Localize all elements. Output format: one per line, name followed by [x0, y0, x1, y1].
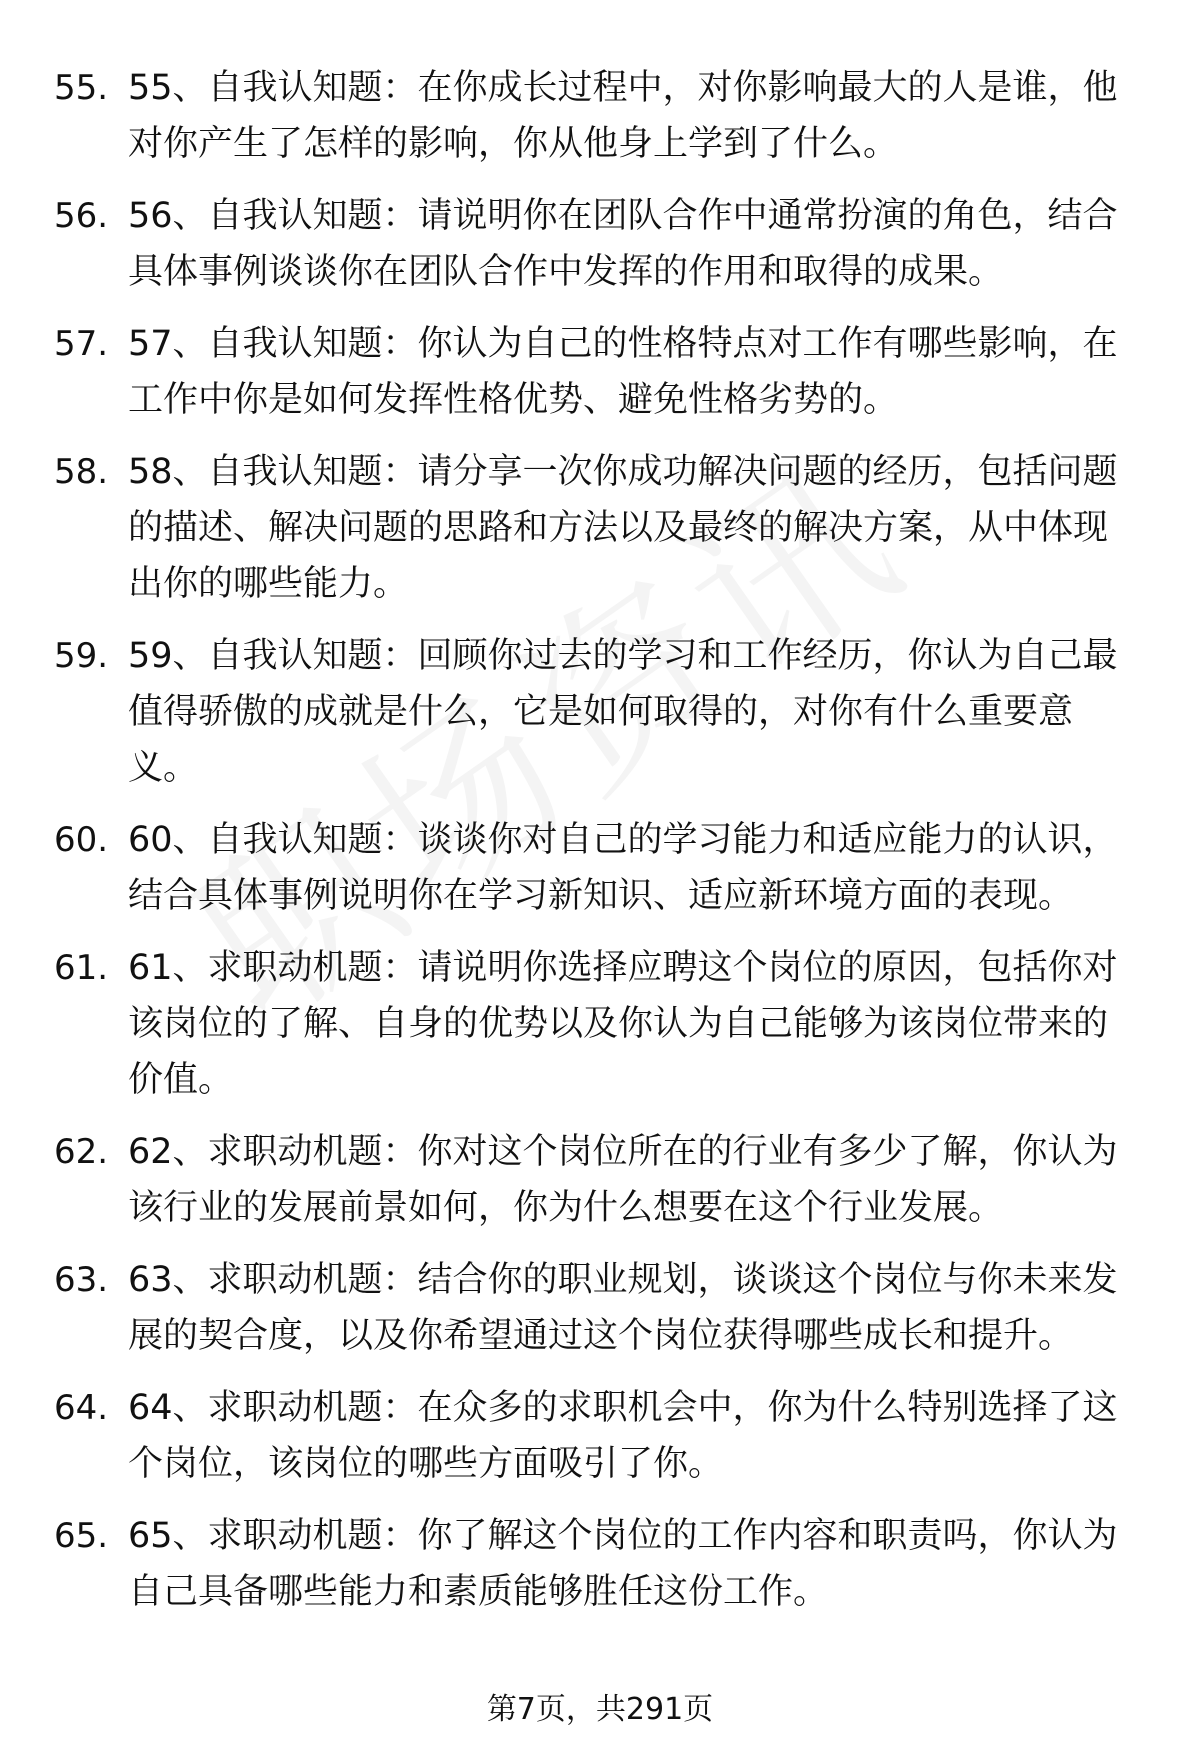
item-text: 60、自我认知题：谈谈你对自己的学习能力和适应能力的认识，结合具体事例说明你在学习新知识、适应新环境方面的表现。 [128, 820, 1118, 916]
list-item [0, 1508, 1200, 1632]
item-text: 59、自我认知题：回顾你过去的学习和工作经历，你认为自己最值得骄傲的成就是什么，它是如何取得的，对你有什么重要意义。 [128, 636, 1118, 788]
item-number: 56. [54, 196, 109, 236]
item-number: 62. [54, 1132, 109, 1172]
item-number: 57. [54, 324, 109, 364]
item-text: 64、求职动机题：在众多的求职机会中，你为什么特别选择了这个岗位，该岗位的哪些方面吸引了你。 [128, 1388, 1118, 1484]
list-item [0, 940, 1200, 1120]
item-number: 65. [54, 1516, 109, 1556]
item-text: 56、自我认知题：请说明你在团队合作中通常扮演的角色，结合具体事例谈谈你在团队合作中发挥的作用和取得的成果。 [128, 196, 1118, 292]
item-number: 55. [54, 68, 109, 108]
item-text: 57、自我认知题：你认为自己的性格特点对工作有哪些影响，在工作中你是如何发挥性格优势、避免性格劣势的。 [128, 324, 1118, 420]
item-text: 55、自我认知题：在你成长过程中，对你影响最大的人是谁，他对你产生了怎样的影响，你从他身上学到了什么。 [128, 68, 1118, 164]
item-number: 63. [54, 1260, 109, 1300]
list-item [0, 812, 1200, 936]
list-item [0, 60, 1200, 184]
list-item [0, 1124, 1200, 1248]
list-item [0, 316, 1200, 440]
list-item [0, 188, 1200, 312]
item-text: 61、求职动机题：请说明你选择应聘这个岗位的原因，包括你对该岗位的了解、自身的优势以及你认为自己能够为该岗位带来的价值。 [128, 948, 1118, 1100]
item-text: 65、求职动机题：你了解这个岗位的工作内容和职责吗，你认为自己具备哪些能力和素质能够胜任这份工作。 [128, 1516, 1118, 1612]
page-footer: 第7页，共291页 [486, 1692, 714, 1727]
list-item [0, 1252, 1200, 1376]
list-item [0, 444, 1200, 624]
question-list [0, 60, 1200, 1636]
list-item [0, 628, 1200, 808]
item-text: 58、自我认知题：请分享一次你成功解决问题的经历，包括问题的描述、解决问题的思路和方法以及最终的解决方案，从中体现出你的哪些能力。 [128, 452, 1118, 604]
item-number: 64. [54, 1388, 109, 1428]
list-item [0, 1380, 1200, 1504]
item-text: 62、求职动机题：你对这个岗位所在的行业有多少了解，你认为该行业的发展前景如何，你为什么想要在这个行业发展。 [128, 1132, 1118, 1228]
item-number: 60. [54, 820, 109, 860]
item-number: 61. [54, 948, 109, 988]
item-text: 63、求职动机题：结合你的职业规划，谈谈这个岗位与你未来发展的契合度，以及你希望通过这个岗位获得哪些成长和提升。 [128, 1260, 1118, 1356]
item-number: 58. [54, 452, 109, 492]
item-number: 59. [54, 636, 109, 676]
